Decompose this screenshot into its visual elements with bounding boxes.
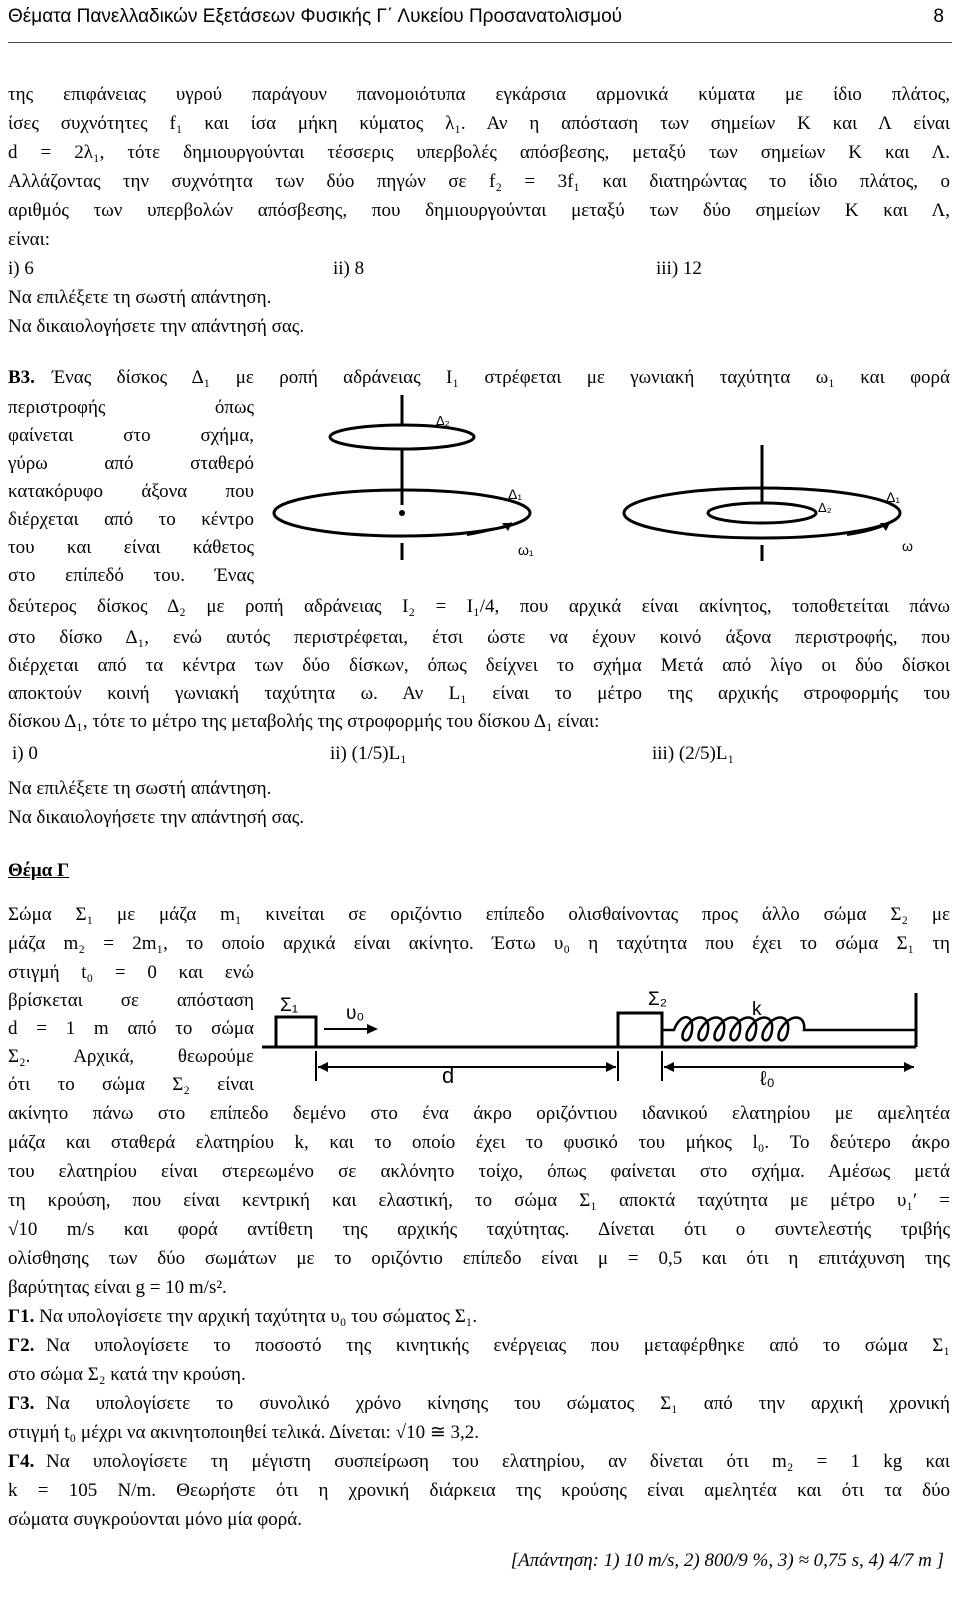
- label-d: d: [442, 1063, 455, 1088]
- answer-key: [Απάντηση: 1) 10 m/s, 2) 800/9 %, 3) ≈ 0,75 s, 4) 4/7 m ]: [510, 1550, 944, 1571]
- g-line-7: √10 m/s και φορά αντίθετη της αρχικής ταχύτητας. Δίνεται ότι ο συντελεστής τριβής: [8, 1219, 950, 1240]
- d-arrow-left: [318, 1062, 328, 1072]
- g-side-2: βρίσκεται σε απόσταση: [8, 990, 254, 1011]
- b2-line-3: d = 2λ₁, τότε δημιουργούνται τέσσερις υπερβολές απόσβεσης, μεταξύ των σημείων Κ και Λ.: [8, 142, 950, 163]
- d-arrow-right: [606, 1062, 616, 1072]
- velocity-arrowhead: [367, 1024, 378, 1034]
- g-line-3: ακίνητο πάνω στο επίπεδο δεμένο στο ένα άκρο οριζόντιου ιδανικού ελατηρίου με αμελητέα: [8, 1103, 950, 1124]
- b2-option-3: iii) 12: [656, 258, 702, 279]
- b3-side-3: γύρω από σταθερό: [8, 453, 254, 474]
- b3-line-3: στο δίσκο Δ₁, ενώ αυτός περιστρέφεται, έτσι ώστε να έχουν κοινό άξονα περιστροφής, που: [8, 627, 950, 648]
- header-title: Θέματα Πανελλαδικών Εξετάσεων Φυσικής Γ΄ Λυκείου Προσανατολισμού: [8, 6, 623, 27]
- label-s1: Σ₁: [280, 995, 299, 1016]
- block-s2: [618, 1013, 662, 1047]
- b2-option-2: ii) 8: [333, 258, 365, 279]
- b3-side-2: φαίνεται στο σχήμα,: [8, 425, 254, 446]
- b3-justify: Να δικαιολογήσετε την απάντησή σας.: [8, 807, 305, 828]
- l0-arrow-left: [664, 1062, 674, 1072]
- g2-label: Γ2.: [8, 1335, 35, 1356]
- b3-side-6: του και είναι κάθετος: [8, 537, 254, 558]
- g4-label: Γ4.: [8, 1451, 35, 1472]
- b3-side-5: διέρχεται από το κέντρο: [8, 509, 254, 530]
- b2-line-6: είναι:: [8, 229, 51, 250]
- b2-option-1: i) 6: [8, 258, 34, 279]
- g-side-1: στιγμή t₀ = 0 και ενώ: [8, 962, 254, 983]
- g-line-6: τη κρούση, που είναι κεντρική και ελαστική, το σώμα Σ₁ αποκτά ταχύτητα με μέτρο υ₁′ =: [8, 1190, 950, 1211]
- g3-line-1: Να υπολογίσετε το συνολικό χρόνο κίνησης του σώματος Σ₁ από την αρχική χρονική: [46, 1393, 950, 1414]
- b2-line-4: Αλλάζοντας την συχνότητα των δύο πηγών σε f₂ = 3f₁ και διατηρώντας το ίδιο πλάτος, ο: [8, 171, 950, 192]
- g2-line-1: Να υπολογίσετε το ποσοστό της κινητικής ενέργειας που μεταφέρθηκε από το σώμα Σ₁: [46, 1335, 950, 1356]
- label-u0: υ₀: [346, 1003, 365, 1024]
- b2-line-2: ίσες συχνότητες f₁ και ίσα μήκη κύματος λ₁. Αν η απόσταση των σημείων Κ και Λ είναι: [8, 113, 950, 134]
- g-side-4: Σ₂. Αρχικά, θεωρούμε: [8, 1046, 254, 1067]
- thema-g-title: Θέμα Γ: [8, 860, 70, 881]
- b2-line-1: της επιφάνειας υγρού παράγουν πανομοιότυπα εγκάρσια αρμονικά κύματα με ίδιο πλάτος,: [8, 84, 950, 105]
- b3-line-i2: δεύτερος δίσκος Δ₂ με ροπή αδράνειας I₂ = I₁/4, που αρχικά είναι ακίνητος, τοποθετείται πάνω: [8, 596, 950, 617]
- b2-justify: Να δικαιολογήσετε την απάντησή σας.: [8, 316, 305, 337]
- g-line-8: ολίσθησης των δύο σωμάτων με το οριζόντιο επίπεδο είναι μ = 0,5 και ότι η επιτάχυνση της: [8, 1248, 950, 1269]
- b3-line-6: δίσκου Δ₁, τότε το μέτρο της μεταβολής της στροφορμής του δίσκου Δ₁ είναι:: [8, 711, 600, 732]
- b3-option-2: ii) (1/5)L₁: [330, 743, 407, 764]
- b3-line-5: αποκτούν κοινή γωνιακή ταχύτητα ω. Αν L₁ είναι το μέτρο της αρχικής στροφορμής του: [8, 683, 950, 704]
- label-l0: ℓ₀: [760, 1068, 775, 1090]
- label-d1-left: Δ₁: [508, 486, 523, 502]
- spring: [662, 1017, 916, 1040]
- disks-figure: [262, 395, 952, 590]
- label-w1: ω₁: [518, 542, 534, 558]
- b3-option-1: i) 0: [12, 743, 38, 764]
- g-line-5: του ελατηρίου είναι στερεωμένο σε ακλόνητο τοίχο, όπως φαίνεται στο σχήμα. Αμέσως μετά: [8, 1161, 950, 1182]
- label-d1-right: Δ₁: [886, 489, 901, 505]
- disk-d2-right: [708, 503, 816, 523]
- g-line-1: Σώμα Σ₁ με μάζα m₁ κινείται σε οριζόντιο επίπεδο ολισθαίνοντας προς άλλο σώμα Σ₂ με: [8, 904, 950, 925]
- b3-option-3: iii) (2/5)L₁: [652, 743, 735, 764]
- label-k: k: [752, 999, 762, 1020]
- g-side-5: ότι το σώμα Σ₂ είναι: [8, 1074, 254, 1095]
- b3-side-7: στο επίπεδό του. Ένας: [8, 565, 254, 586]
- disk-d2-left: [330, 425, 474, 449]
- center-dot-left: [399, 510, 405, 516]
- g2-line-2: στο σώμα Σ₂ κατά την κρούση.: [8, 1364, 246, 1385]
- block-s1: [276, 1017, 316, 1047]
- label-w: ω: [902, 538, 913, 554]
- g-line-2: μάζα m₂ = 2m₁, το οποίο αρχικά είναι ακίνητο. Έστω υ₀ η ταχύτητα που έχει το σώμα Σ₁ τη: [8, 933, 950, 954]
- b3-label: Β3.: [8, 367, 35, 388]
- g4-line-3: σώματα συγκρούονται μόνο μία φορά.: [8, 1509, 302, 1530]
- g-line-9: βαρύτητας είναι g = 10 m/s².: [8, 1277, 227, 1298]
- label-s2: Σ₂: [648, 989, 668, 1010]
- b3-side-4: κατακόρυφο άξονα που: [8, 481, 254, 502]
- collision-figure: [262, 975, 928, 1090]
- header-rule: [8, 42, 952, 43]
- b2-line-5: αριθμός των υπερβολών απόσβεσης, που δημιουργούνται μεταξύ των δύο σημείων Κ και Λ,: [8, 200, 950, 221]
- g3-line-2: στιγμή t₀ μέχρι να ακινητοποιηθεί τελικά. Δίνεται: √10 ≅ 3,2.: [8, 1422, 480, 1443]
- l0-arrow-right: [904, 1062, 914, 1072]
- label-d2-left: Δ₂: [436, 413, 450, 428]
- page-number: 8: [933, 6, 944, 27]
- g4-line-1: Να υπολογίσετε τη μέγιστη συσπείρωση του ελατηρίου, αν δίνεται ότι m₂ = 1 kg και: [46, 1451, 950, 1472]
- g-line-4: μάζα και σταθερά ελατηρίου k, και το οποίο έχει το φυσικό του μήκος l₀. Το δεύτερο άκρο: [8, 1132, 950, 1153]
- g3-label: Γ3.: [8, 1393, 35, 1414]
- b2-choose: Να επιλέξετε τη σωστή απάντηση.: [8, 287, 272, 308]
- page-header: [8, 4, 952, 34]
- label-d2-right: Δ₂: [818, 500, 832, 515]
- g1-question: Γ1. Να υπολογίσετε την αρχική ταχύτητα υ₀ του σώματος Σ₁.: [8, 1306, 478, 1327]
- g4-line-2: k = 105 N/m. Θεωρήστε ότι η χρονική διάρκεια της κρούσης είναι αμελητέα και ότι τα δύο: [8, 1480, 950, 1501]
- g-side-3: d = 1 m από το σώμα: [8, 1018, 254, 1039]
- b3-line-4: διέρχεται από τα κέντρα των δύο δίσκων, όπως δείχνει το σχήμα Μετά από λίγο οι δύο δίσκοι: [8, 655, 950, 676]
- b3-choose: Να επιλέξετε τη σωστή απάντηση.: [8, 778, 272, 799]
- b3-side-1: περιστροφής όπως: [8, 397, 254, 418]
- b3-line-1: Ένας δίσκος Δ₁ με ροπή αδράνειας I₁ στρέφεται με γωνιακή ταχύτητα ω₁ και φορά: [52, 367, 950, 388]
